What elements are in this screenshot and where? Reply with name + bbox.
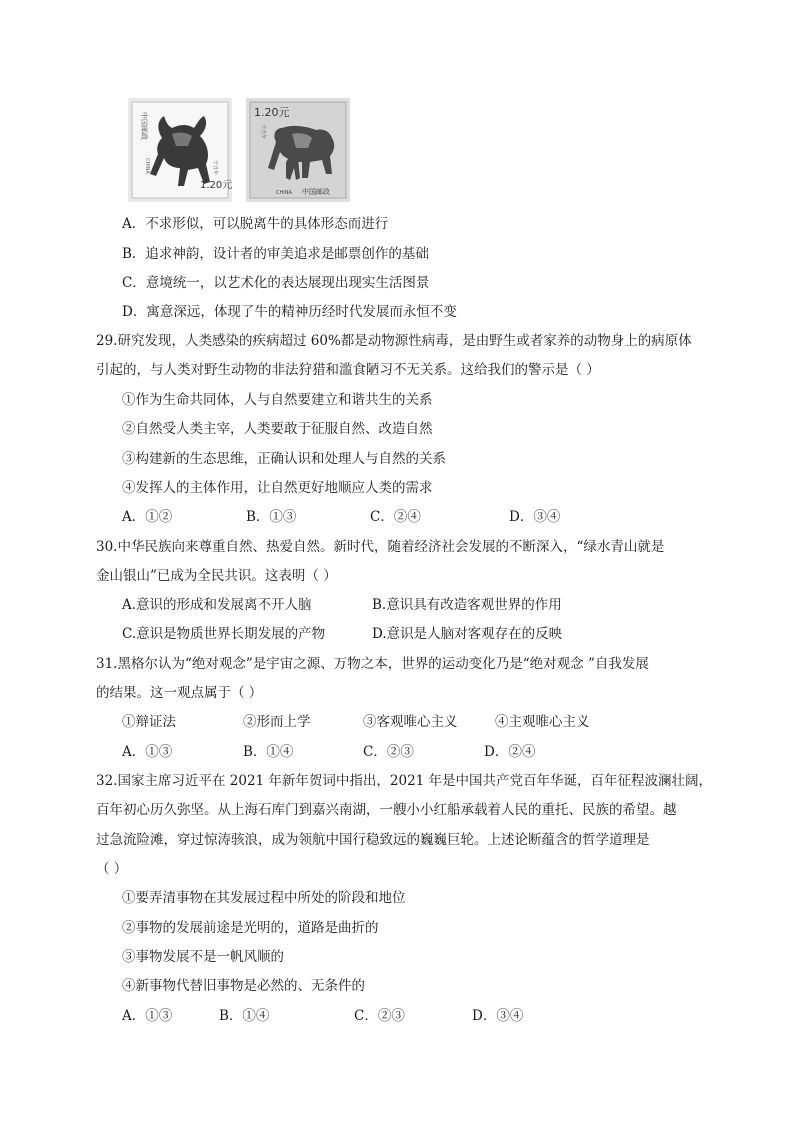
q28-option-b: B．追求神韵，设计者的审美追求是邮票创作的基础 <box>122 246 429 262</box>
q30-stem-line-1: 30.中华民族向来尊重自然、热爱自然。新时代，随着经济社会发展的不断深入，“绿水青山就是 <box>96 539 665 555</box>
q29-item-2: ②自然受人类主宰，人类要敢于征服自然、改造自然 <box>122 421 433 437</box>
q32-stem-line-3: 过急流险滩，穿过惊涛骇浪，成为领航中国行稳致远的巍巍巨轮。上述论断蕴含的哲学道理是 <box>96 832 650 848</box>
q32-item-4: ④新事物代替旧事物是必然的、无条件的 <box>122 978 365 994</box>
q32-item-2: ②事物的发展前途是光明的，道路是曲折的 <box>122 920 379 936</box>
stamp-right-caption: 辛丑年 <box>260 124 266 140</box>
stamp-right-value: 1.20元 <box>254 106 290 119</box>
q31-item-2: ②形而上学 <box>243 714 311 730</box>
q31-item-4: ④主观唯心主义 <box>495 714 590 730</box>
q28-option-a: A．不求形似，可以脱离牛的具体形态而进行 <box>122 216 389 232</box>
q32-item-1: ①要弄清事物在其发展过程中所处的阶段和地位 <box>122 890 406 906</box>
q28-option-c: C．意境统一，以艺术化的表达展现出现实生活图景 <box>122 275 430 291</box>
ox-stamp-left <box>128 98 232 202</box>
stamp-right-country: 中国邮政 <box>302 188 330 196</box>
q32-option-a: A．①③ <box>122 1008 173 1024</box>
stamp-left-value: 1.20元 <box>200 180 232 191</box>
q29-item-1: ①作为生命共同体，人与自然要建立和谐共生的关系 <box>122 392 433 408</box>
ox-stamp-left-image <box>128 98 232 202</box>
q32-item-3: ③事物发展不是一帆风顺的 <box>122 949 284 965</box>
q30-option-a: A.意识的形成和发展离不开人脑 <box>122 597 312 613</box>
q31-stem-line-1: 31.黑格尔认为“绝对观念”是宇宙之源、万物之本，世界的运动变化乃是“绝对观念 ”自我发展 <box>96 656 649 672</box>
q32-option-c: C．②③ <box>354 1008 405 1024</box>
q32-stem-line-4: （ ） <box>96 861 128 877</box>
q29-option-d: D．③④ <box>509 509 561 525</box>
ox-stamp-right <box>246 98 350 202</box>
q32-option-b: B．①④ <box>219 1008 270 1024</box>
q29-option-b: B．①③ <box>246 509 297 525</box>
q29-option-c: C．②④ <box>370 509 421 525</box>
q28-option-d: D．寓意深远，体现了牛的精神历经时代发展而永恒不变 <box>122 304 457 320</box>
q29-item-3: ③构建新的生态思维，正确认识和处理人与自然的关系 <box>122 451 446 467</box>
q30-stem-line-2: 金山银山”已成为全民共识。这表明（ ） <box>96 568 337 584</box>
q31-option-a: A．①③ <box>122 744 173 760</box>
q31-option-d: D．②④ <box>484 744 536 760</box>
q32-stem-line-2: 百年初心历久弥坚。从上海石库门到嘉兴南湖，一艘小小红船承载着人民的重托、民族的希望。越 <box>96 802 677 818</box>
q31-item-1: ①辩证法 <box>122 714 176 730</box>
q32-option-d: D．③④ <box>472 1008 524 1024</box>
q31-option-c: C．②③ <box>363 744 414 760</box>
stamp-right-country-en: CHINA <box>276 190 292 196</box>
q31-stem-line-2: 的结果。这一观点属于（ ） <box>96 685 263 701</box>
stamp-left-country: 中国邮政 <box>140 112 148 140</box>
stamp-left-country-en: CHINA <box>144 158 150 174</box>
q29-item-4: ④发挥人的主体作用，让自然更好地顺应人类的需求 <box>122 480 433 496</box>
stamp-left-caption: 辛丑年 <box>212 160 218 176</box>
q29-stem-line-1: 29.研究发现，人类感染的疾病超过 60%都是动物源性病毒，是由野生或者家养的动物身上的病原体 <box>96 333 692 349</box>
q30-option-b: B.意识具有改造客观世界的作用 <box>372 597 562 613</box>
ox-stamp-right-image <box>246 98 350 202</box>
q30-option-c: C.意识是物质世界长期发展的产物 <box>122 626 326 642</box>
q29-stem-line-2: 引起的，与人类对野生动物的非法狩猎和滥食陋习不无关系。这给我们的警示是（ ） <box>96 362 600 378</box>
q30-option-d: D.意识是人脑对客观存在的反映 <box>372 626 563 642</box>
q31-option-b: B．①④ <box>243 744 294 760</box>
q29-option-a: A．①② <box>122 509 173 525</box>
q32-stem-line-1: 32.国家主席习近平在 2021 年新年贺词中指出，2021 年是中国共产党百年华诞，百年征程波澜壮阔， <box>96 773 713 789</box>
q31-item-3: ③客观唯心主义 <box>363 714 458 730</box>
